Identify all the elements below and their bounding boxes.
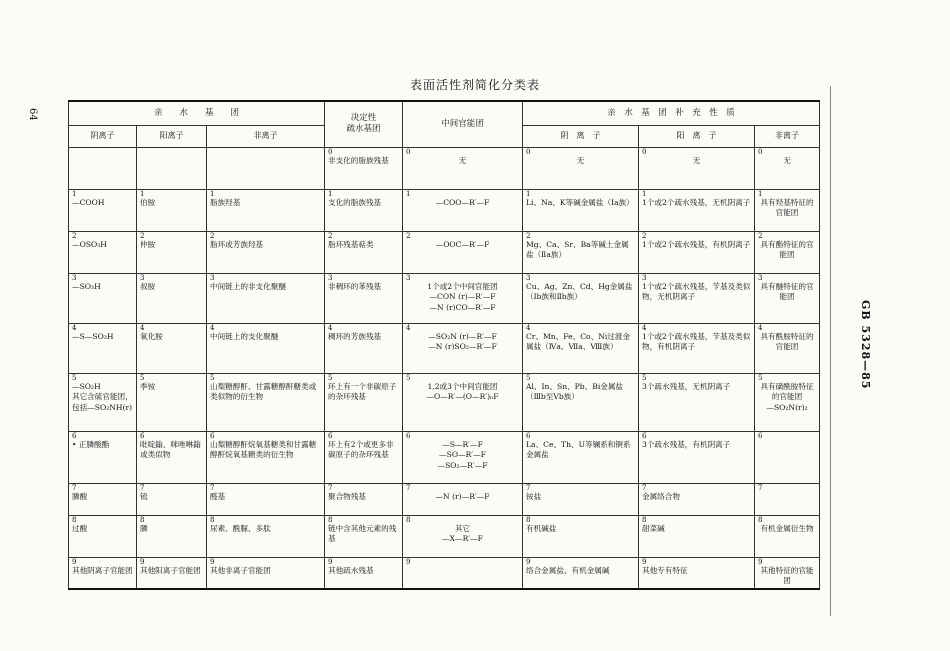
cell-number: 7 [328, 483, 333, 492]
cell-text: 无 [692, 156, 701, 166]
cell-text: 其他阴离子官能团 [72, 566, 133, 576]
table-cell-anion [69, 373, 137, 431]
table-cell-intermediate [403, 515, 523, 557]
cell-number: 8 [758, 515, 763, 524]
cell-text: La、Ce、Th、U等镧系和锕系金属盐 [526, 440, 631, 460]
cell-text: 仲胺 [140, 240, 156, 250]
cell-text: 膦酸 [72, 492, 88, 502]
table-cell-sup-anion [523, 273, 639, 323]
table-cell-sup-nonion [755, 373, 820, 431]
cell-number: 8 [406, 515, 411, 524]
header-sup-nonion: 非离子 [755, 125, 820, 147]
table-row [69, 147, 820, 189]
cell-number: 4 [328, 323, 333, 332]
cell-text: 锍 [140, 492, 148, 502]
table-cell-anion [69, 273, 137, 323]
cell-text: 支化的脂族残基 [328, 198, 382, 208]
cell-text: 铵盐 [526, 492, 542, 502]
table-cell-hydrophobic [325, 515, 403, 557]
table-cell-anion [69, 323, 137, 373]
table-cell-sup-cation [639, 273, 755, 323]
cell-number: 3 [642, 273, 647, 282]
cell-number: 2 [140, 231, 145, 240]
table-cell-sup-anion [523, 231, 639, 273]
cell-number: 6 [406, 431, 411, 440]
cell-number: 5 [72, 373, 77, 382]
table-cell-sup-nonion [755, 189, 820, 231]
cell-number: 5 [140, 373, 145, 382]
cell-number: 1 [140, 189, 145, 198]
table-cell-sup-cation [639, 557, 755, 589]
cell-text: 有机碱盐 [526, 524, 557, 534]
cell-number: 8 [72, 515, 77, 524]
table-row [69, 373, 820, 431]
table-cell-sup-nonion [755, 273, 820, 323]
cell-number: 3 [72, 273, 77, 282]
table-cell-hydrophobic [325, 323, 403, 373]
table-cell-sup-nonion [755, 483, 820, 515]
table-cell-sup-cation [639, 323, 755, 373]
cell-number: 0 [642, 147, 647, 156]
table-cell-sup-anion [523, 147, 639, 189]
table-cell-cation [137, 147, 207, 189]
cell-number: 1 [72, 189, 77, 198]
cell-number: 4 [406, 323, 411, 332]
cell-number: 1 [758, 189, 763, 198]
table-cell-sup-anion [523, 373, 639, 431]
cell-text: 1,2或3个中间官能团 —O—R′—(O—R′)ₙF [426, 382, 499, 402]
cell-number: 4 [210, 323, 215, 332]
table-cell-intermediate [403, 147, 523, 189]
cell-number: 5 [526, 373, 531, 382]
cell-number: 4 [758, 323, 763, 332]
header-sup-anion: 阴 离 子 [523, 125, 639, 147]
table-cell-hydrophobic [325, 273, 403, 323]
cell-text: 中间链上的支化聚醚 [210, 332, 279, 342]
cell-text: 环上有2个或更多非碳原子的杂环残基 [328, 440, 394, 460]
cell-number: 3 [328, 273, 333, 282]
cell-number: 9 [210, 557, 215, 566]
cell-text: 非支化的脂族残基 [328, 156, 389, 166]
cell-text: 山梨糖醇酐、甘露糖醇酐糖类或类似物的衍生物 [210, 382, 317, 402]
cell-text: —SO₃H [72, 282, 101, 292]
cell-number: 3 [526, 273, 531, 282]
header-anion: 阴离子 [69, 125, 137, 147]
cell-text: 伯胺 [140, 198, 156, 208]
cell-text: 1个或2个疏水残基，有机阴离子 [642, 240, 751, 250]
cell-number: 1 [328, 189, 333, 198]
cell-text: 具有磺酰胺特征的官能团 —SO₂N(r)₂ [760, 382, 814, 412]
cell-number: 2 [72, 231, 77, 240]
margin-mark [830, 86, 831, 616]
cell-text: —COO—R′—F [435, 198, 490, 208]
table-cell-sup-cation [639, 515, 755, 557]
cell-text: 氧化胺 [140, 332, 163, 342]
cell-number: 1 [210, 189, 215, 198]
table-cell-intermediate [403, 373, 523, 431]
table-cell-intermediate [403, 323, 523, 373]
cell-text: 无 [458, 156, 467, 166]
cell-number: 4 [72, 323, 77, 332]
cell-number: 6 [140, 431, 145, 440]
cell-text: —OOC—R′—F [435, 240, 490, 250]
cell-number: 8 [210, 515, 215, 524]
cell-number: 2 [758, 231, 763, 240]
cell-text: 3个疏水残基，无机阴离子 [642, 382, 731, 392]
table-row [69, 273, 820, 323]
cell-text: Li、Na、K等碱金属盐（Ⅰa族） [526, 198, 634, 208]
cell-text: 膦 [140, 524, 148, 534]
cell-number: 0 [406, 147, 411, 156]
cell-text: 具有醚特征的官能团 [760, 282, 814, 302]
table-cell-hydrophobic [325, 431, 403, 483]
cell-text: —SO₂N (r)—R′—F —N (r)SO₂—R′—F [428, 332, 497, 352]
header-hydrophobic: 决定性 疏水基团 [325, 101, 403, 147]
table-cell-hydrophobic [325, 189, 403, 231]
cell-number: 4 [140, 323, 145, 332]
table-cell-sup-nonion [755, 515, 820, 557]
cell-number: 5 [406, 373, 411, 382]
cell-text: Cu、Ag、Zn、Cd、Hg金属盐（Ⅰb族和Ⅱb族） [526, 282, 633, 302]
table-row [69, 483, 820, 515]
cell-number: 3 [758, 273, 763, 282]
cell-text: 甜菜碱 [642, 524, 665, 534]
cell-number: 5 [758, 373, 763, 382]
cell-number: 3 [210, 273, 215, 282]
cell-number: 0 [328, 147, 333, 156]
cell-text: 具有酯特征的官能团 [760, 240, 814, 260]
table-cell-sup-cation [639, 231, 755, 273]
cell-text: 脂环或芳族羟基 [210, 240, 264, 250]
cell-number: 5 [642, 373, 647, 382]
cell-text: 1个或2个疏水残基，苄基及类似物，有机阴离子 [642, 332, 751, 352]
table-cell-nonion [207, 273, 325, 323]
table-cell-nonion [207, 323, 325, 373]
cell-number: 6 [526, 431, 531, 440]
table-cell-cation [137, 231, 207, 273]
table-cell-anion [69, 557, 137, 589]
cell-text: 链中含其他元素的残基 [328, 524, 397, 544]
cell-number: 7 [642, 483, 647, 492]
classification-table [68, 100, 820, 590]
cell-number: 2 [642, 231, 647, 240]
table-cell-sup-nonion [755, 323, 820, 373]
page-title: 表面活性剂简化分类表 [409, 78, 540, 92]
cell-text: 无 [576, 156, 585, 166]
cell-number: 3 [140, 273, 145, 282]
cell-text: 其他专有特征 [642, 566, 688, 576]
table-row [69, 557, 820, 589]
cell-number: 8 [526, 515, 531, 524]
table-cell-anion [69, 147, 137, 189]
cell-text: 醛基 [210, 492, 226, 502]
cell-text: 1个或2个中间官能团 —CON (r)—R′—F —N (r)CO—R′—F [427, 282, 498, 312]
cell-number: 7 [72, 483, 77, 492]
cell-number: 7 [210, 483, 215, 492]
header-supplementary: 亲 水 基 团 补 充 性 质 [523, 101, 820, 125]
page-number: 64 [27, 108, 38, 121]
table-cell-nonion [207, 557, 325, 589]
table-row [69, 515, 820, 557]
table-cell-nonion [207, 431, 325, 483]
table-cell-anion [69, 483, 137, 515]
table-cell-intermediate [403, 431, 523, 483]
table-cell-nonion [207, 147, 325, 189]
cell-text: —S—R′—F —SO—R′—F —SO₂—R′—F [437, 440, 488, 470]
cell-number: 9 [140, 557, 145, 566]
table-cell-hydrophobic [325, 373, 403, 431]
table-cell-hydrophobic [325, 231, 403, 273]
cell-text: 脂族羟基 [210, 198, 241, 208]
cell-number: 3 [406, 273, 411, 282]
cell-text: 其他特征的官能团 [760, 566, 814, 586]
table-cell-cation [137, 431, 207, 483]
cell-number: 1 [526, 189, 531, 198]
cell-text: • 正膦酸酯 [72, 440, 110, 450]
cell-text: 其他阳离子官能团 [140, 566, 201, 576]
cell-text: 非稠环的苯残基 [328, 282, 382, 292]
header-intermediate: 中间官能团 [403, 101, 523, 147]
cell-text: Mg、Ca、Sr、Ba等碱土金属盐（Ⅱa族） [526, 240, 629, 260]
table-cell-cation [137, 483, 207, 515]
cell-number: 8 [140, 515, 145, 524]
cell-number: 1 [642, 189, 647, 198]
cell-text: 其他疏水残基 [328, 566, 374, 576]
table-cell-sup-cation [639, 147, 755, 189]
cell-text: Cr、Mn、Fe、Co、Ni过渡金属盐（Ⅳa、Ⅶa、Ⅷ族） [526, 332, 631, 352]
table-cell-nonion [207, 231, 325, 273]
cell-number: 4 [526, 323, 531, 332]
table-cell-nonion [207, 483, 325, 515]
table-row [69, 323, 820, 373]
cell-text: 有机金属衍生物 [760, 524, 814, 534]
cell-text: 尿素、酰脲、多肽 [210, 524, 271, 534]
table-cell-sup-cation [639, 483, 755, 515]
table-cell-cation [137, 189, 207, 231]
table-cell-cation [137, 273, 207, 323]
cell-number: 2 [328, 231, 333, 240]
table-cell-intermediate [403, 273, 523, 323]
table-cell-sup-cation [639, 431, 755, 483]
cell-number: 6 [210, 431, 215, 440]
table-cell-intermediate [403, 483, 523, 515]
table-cell-anion [69, 431, 137, 483]
table-cell-nonion [207, 515, 325, 557]
cell-number: 1 [406, 189, 411, 198]
cell-number: 5 [328, 373, 333, 382]
table-cell-cation [137, 557, 207, 589]
cell-text: 吡啶鎓、咪唑啉鎓或类似物 [140, 440, 201, 460]
cell-number: 2 [526, 231, 531, 240]
table-cell-cation [137, 323, 207, 373]
cell-text: 具有酰胺特征的官能团 [760, 332, 814, 352]
table-cell-sup-cation [639, 189, 755, 231]
cell-text: 聚合物残基 [328, 492, 366, 502]
cell-number: 0 [758, 147, 763, 156]
cell-text: 山梨糖醇酐烷氧基糖类和甘露糖醇酐烷氧基糖类的衍生物 [210, 440, 317, 460]
cell-text: —OSO₃H [72, 240, 107, 250]
cell-number: 8 [642, 515, 647, 524]
cell-number: 4 [642, 323, 647, 332]
cell-text: 过酸 [72, 524, 88, 534]
cell-text: 中间链上的非支化聚醚 [210, 282, 286, 292]
cell-text: 其他非离子官能团 [210, 566, 271, 576]
cell-number: 6 [72, 431, 77, 440]
cell-number: 6 [642, 431, 647, 440]
cell-number: 7 [406, 483, 411, 492]
table-row [69, 431, 820, 483]
cell-number: 9 [72, 557, 77, 566]
cell-number: 6 [328, 431, 333, 440]
cell-text: 络合金属盐、有机金属碱 [526, 566, 610, 576]
cell-number: 6 [758, 431, 763, 440]
table-cell-cation [137, 515, 207, 557]
table-cell-sup-nonion [755, 431, 820, 483]
cell-text: —SO₂H 其它含硫官能团，包括—SO₂NH(r) [72, 382, 133, 412]
cell-text: —N (r)—R′—F [435, 492, 490, 502]
cell-text: 环上有一个非碳原子的杂环残基 [328, 382, 397, 402]
cell-number: 9 [406, 557, 411, 566]
cell-number: 5 [210, 373, 215, 382]
cell-text: 具有羟基特征的官能团 [760, 198, 814, 218]
table-cell-sup-anion [523, 483, 639, 515]
table-row [69, 231, 820, 273]
table-cell-anion [69, 231, 137, 273]
table-cell-hydrophobic [325, 483, 403, 515]
cell-text: 季铵 [140, 382, 156, 392]
table-cell-intermediate [403, 189, 523, 231]
table-cell-sup-anion [523, 431, 639, 483]
cell-number: 9 [642, 557, 647, 566]
table-cell-nonion [207, 373, 325, 431]
table-cell-sup-nonion [755, 231, 820, 273]
cell-text: —S—SO₃H [72, 332, 114, 342]
cell-text: 脂环残基萜类 [328, 240, 374, 250]
cell-number: 9 [328, 557, 333, 566]
cell-number: 0 [526, 147, 531, 156]
cell-number: 2 [210, 231, 215, 240]
cell-text: 3个疏水残基，有机阴离子 [642, 440, 731, 450]
cell-number: 7 [758, 483, 763, 492]
cell-text: 金属络合物 [642, 492, 680, 502]
header-hydrophilic: 亲 水 基 团 [69, 101, 325, 125]
cell-number: 9 [758, 557, 763, 566]
table-cell-anion [69, 515, 137, 557]
cell-number: 7 [140, 483, 145, 492]
table-cell-sup-anion [523, 323, 639, 373]
table-cell-sup-cation [639, 373, 755, 431]
cell-number: 9 [526, 557, 531, 566]
table-cell-nonion [207, 189, 325, 231]
header-nonion: 非离子 [207, 125, 325, 147]
cell-text: —COOH [72, 198, 105, 208]
cell-text: 无 [783, 156, 791, 166]
table-row [69, 189, 820, 231]
cell-text: 1个或2个疏水残基，无机阴离子 [642, 198, 751, 208]
table-cell-hydrophobic [325, 557, 403, 589]
header-cation: 阳离子 [137, 125, 207, 147]
cell-text: 叔胺 [140, 282, 156, 292]
table-cell-anion [69, 189, 137, 231]
table-cell-intermediate [403, 231, 523, 273]
standard-code: GB 5328—85 [859, 300, 872, 390]
cell-text: 其它 —X—R′—F [442, 524, 483, 544]
cell-number: 7 [526, 483, 531, 492]
table-cell-sup-anion [523, 557, 639, 589]
cell-number: 2 [406, 231, 411, 240]
table-cell-intermediate [403, 557, 523, 589]
header-sup-cation: 阳 离 子 [639, 125, 755, 147]
table-cell-cation [137, 373, 207, 431]
table-cell-hydrophobic [325, 147, 403, 189]
table-cell-sup-nonion [755, 557, 820, 589]
cell-number: 8 [328, 515, 333, 524]
table-cell-sup-nonion [755, 147, 820, 189]
table-cell-sup-anion [523, 189, 639, 231]
cell-text: 稠环的芳族残基 [328, 332, 382, 342]
cell-text: 1个或2个疏水残基，苄基及类似物，无机阴离子 [642, 282, 751, 302]
table-cell-sup-anion [523, 515, 639, 557]
cell-text: Al、In、Sn、Pb、Bi金属盐（Ⅲb至Ⅴb族） [526, 382, 624, 402]
